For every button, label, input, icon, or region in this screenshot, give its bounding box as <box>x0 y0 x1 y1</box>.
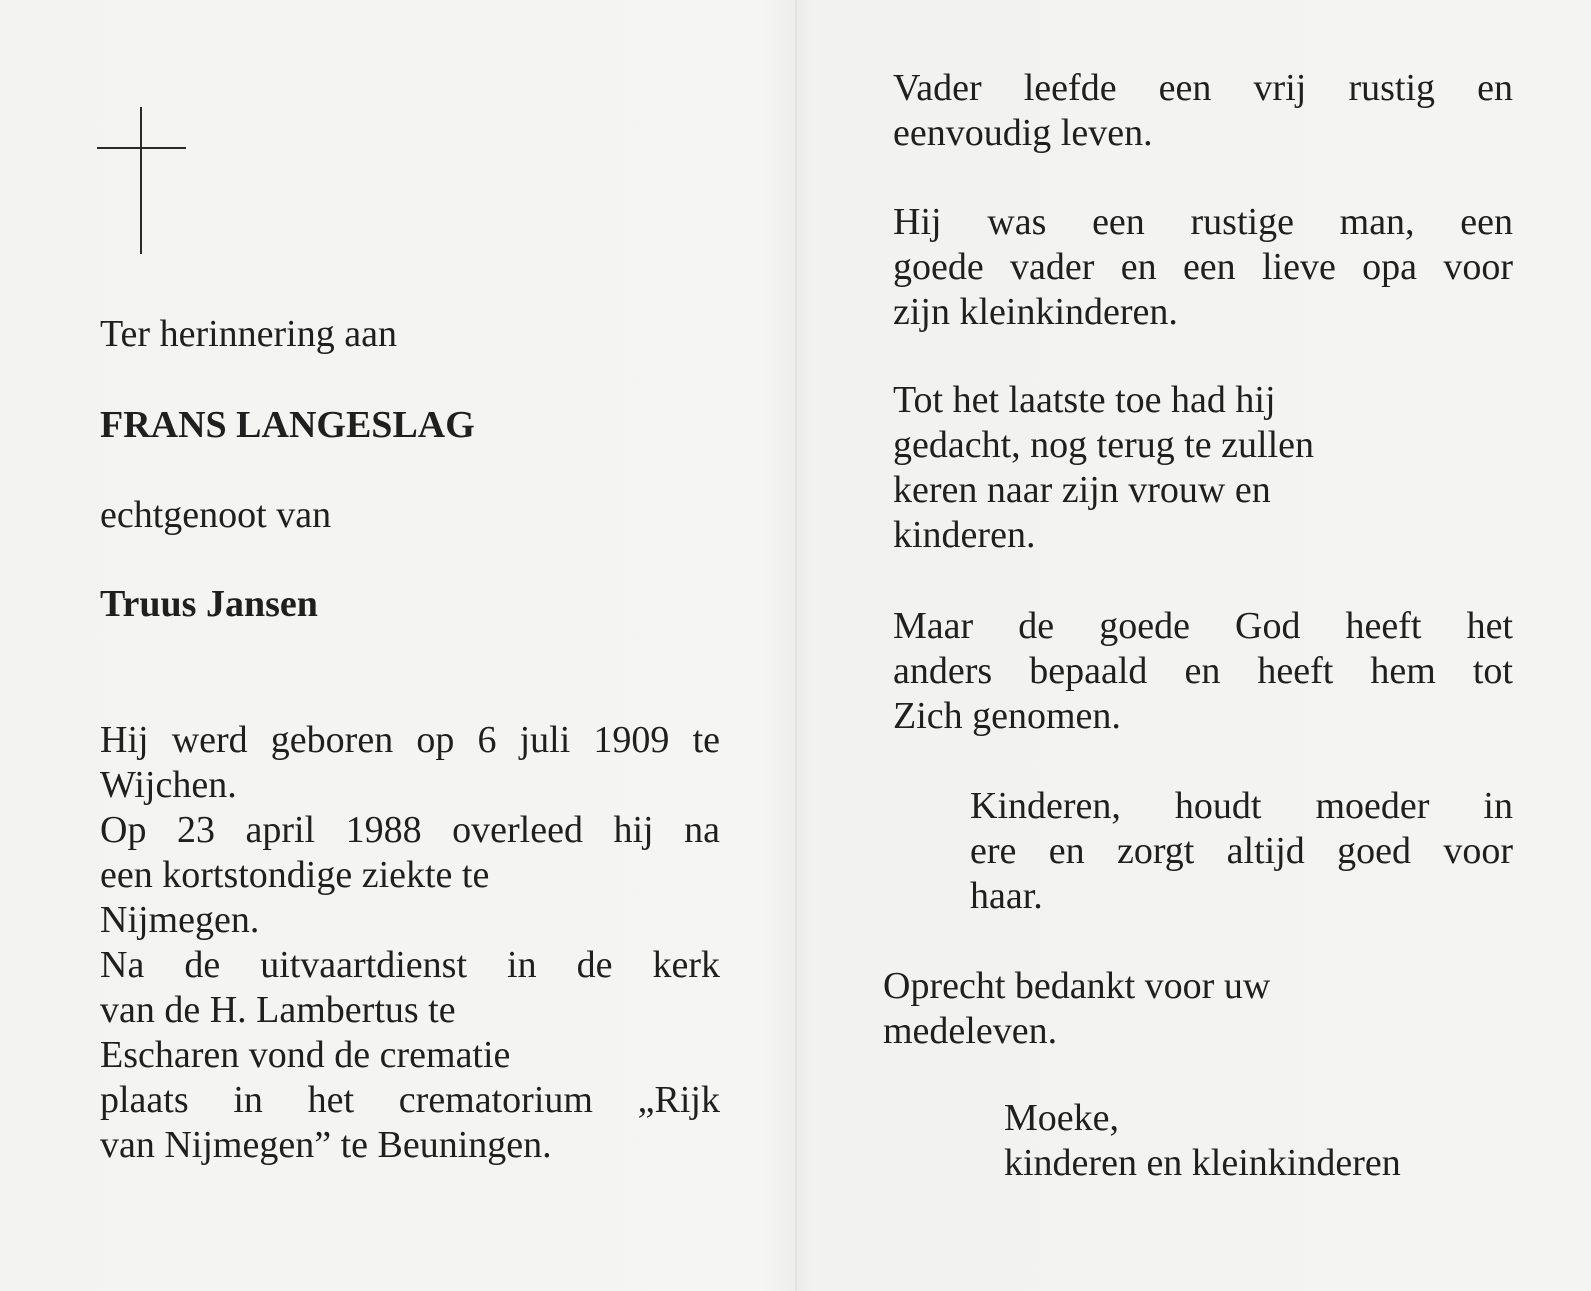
paragraph-1 <box>893 66 1513 156</box>
biography <box>100 718 720 1168</box>
paragraph-5 <box>970 784 1513 919</box>
bio-line: een kortstondige ziekte te <box>100 854 490 896</box>
text-line: Tot het laatste toe had hij <box>893 379 1276 421</box>
spouse-name: Truus Jansen <box>100 583 318 625</box>
text-line: keren naar zijn vrouw en <box>893 469 1271 511</box>
text-line: Kinderen, houdt moeder in <box>970 785 1513 827</box>
thanks-text <box>883 964 1270 1054</box>
text-line: goede vader en een lieve opa voor <box>893 246 1513 288</box>
text-line: Oprecht bedankt voor uw <box>883 965 1271 1007</box>
text-line: haar. <box>970 875 1043 917</box>
bio-line: Op 23 april 1988 overleed hij na <box>100 809 720 851</box>
text-line: Maar de goede God heeft het <box>893 605 1513 647</box>
relation-text: echtgenoot van <box>100 494 332 536</box>
text-line: ere en zorgt altijd goed voor <box>970 830 1513 872</box>
paragraph-4 <box>893 604 1513 739</box>
bio-line: plaats in het crematorium „Rijk <box>100 1079 720 1121</box>
text-line: Hij was een rustige man, een <box>893 201 1513 243</box>
bio-line: Na de uitvaartdienst in de kerk <box>100 944 720 986</box>
text-line: anders bepaald en heeft hem tot <box>893 650 1513 692</box>
bio-line: Wijchen. <box>100 764 237 806</box>
text-line: eenvoudig leven. <box>893 112 1153 154</box>
text-line: zijn kleinkinderen. <box>893 291 1178 333</box>
paragraph-3 <box>893 378 1513 558</box>
text-line: medeleven. <box>883 1010 1058 1052</box>
paragraph-2 <box>893 200 1513 335</box>
text-line: kinderen. <box>893 514 1036 556</box>
bio-line: van de H. Lambertus te <box>100 989 456 1031</box>
bio-line: Escharen vond de crematie <box>100 1034 511 1076</box>
text-line: kinderen en kleinkinderen <box>1004 1142 1401 1184</box>
bio-line: Nijmegen. <box>100 899 260 941</box>
card-fold <box>795 0 797 1291</box>
text-line: Vader leefde een vrij rustig en <box>893 67 1513 109</box>
text-line: Zich genomen. <box>893 695 1121 737</box>
signature <box>1004 1096 1401 1186</box>
text-line: Moeke, <box>1004 1097 1120 1139</box>
deceased-name: FRANS LANGESLAG <box>100 404 475 446</box>
text-line: gedacht, nog terug te zullen <box>893 424 1315 466</box>
intro-text: Ter herinnering aan <box>100 313 397 355</box>
bio-line: van Nijmegen” te Beuningen. <box>100 1124 552 1166</box>
bio-line: Hij werd geboren op 6 juli 1909 te <box>100 719 720 761</box>
